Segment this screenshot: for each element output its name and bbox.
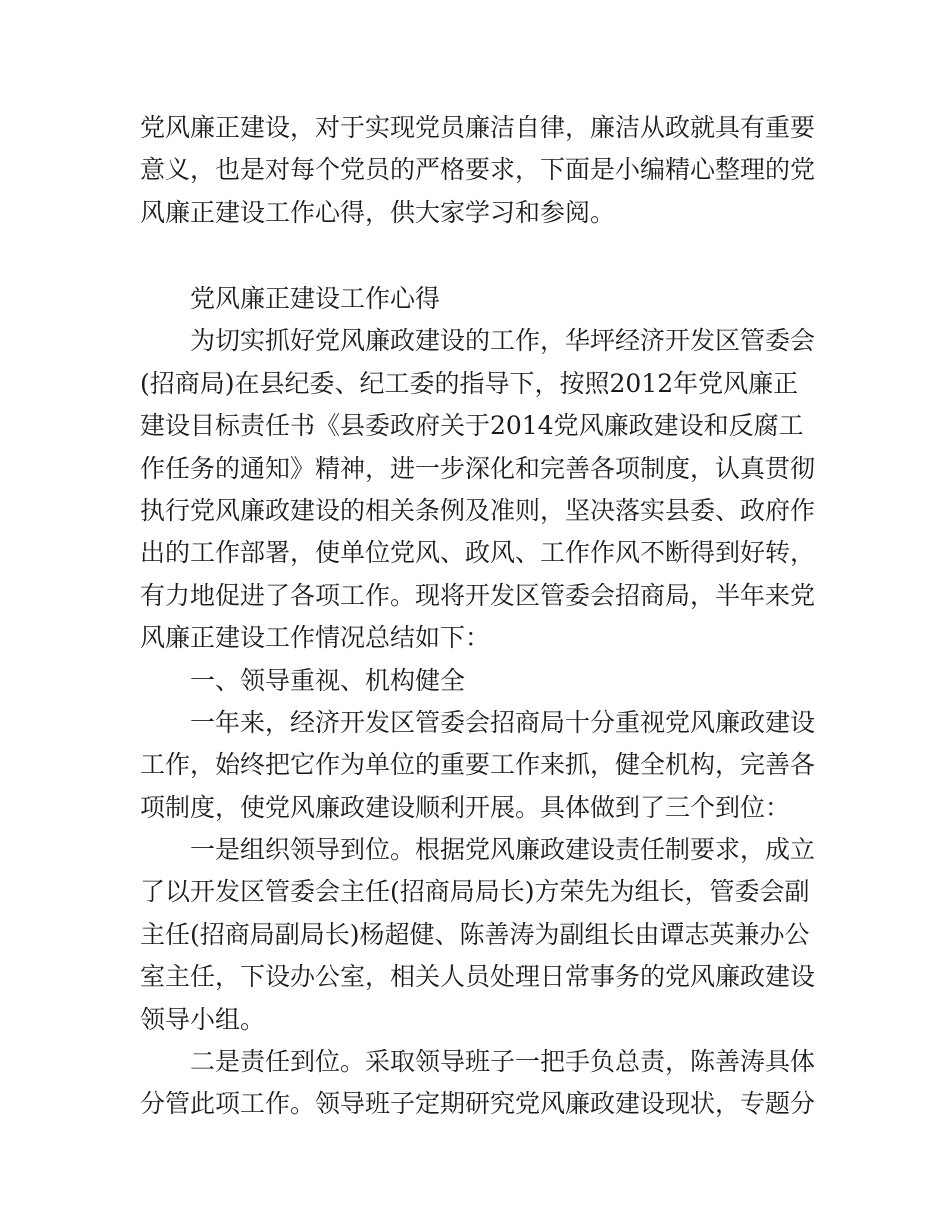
text-line: 建设目标责任书《县委政府关于2014党风廉政建设和反腐工 (140, 411, 804, 441)
text-line: 风廉正建设工作心得，供大家学习和参阅。 (140, 197, 616, 227)
body-text (140, 278, 820, 1126)
text-line: 风廉正建设工作情况总结如下： (140, 623, 491, 653)
text-line: 有力地促进了各项工作。现将开发区管委会招商局，半年来党 (140, 580, 816, 610)
text-line: 主任(招商局副局长)杨超健、陈善涛为副组长由谭志英兼办公 (140, 919, 810, 949)
text-line: 领导小组。 (140, 1004, 266, 1034)
text-line: 了以开发区管委会主任(招商局局长)方荣先为组长，管委会副 (140, 877, 810, 907)
text-line: 一是组织领导到位。根据党风廉政建设责任制要求，成立 (190, 835, 816, 865)
text-line: 工作，始终把它作为单位的重要工作来抓，健全机构，完善各 (140, 750, 816, 780)
text-line: 分管此项工作。领导班子定期研究党风廉政建设现状，专题分 (140, 1089, 816, 1119)
text-line: 执行党风廉政建设的相关条例及准则，坚决落实县委、政府作 (140, 495, 816, 525)
text-line: (招商局)在县纪委、纪工委的指导下，按照2012年党风廉正 (140, 368, 799, 398)
text-line: 出的工作部署，使单位党风、政风、工作作风不断得到好转， (140, 538, 816, 568)
section-heading: 一、领导重视、机构健全 (190, 665, 466, 695)
section-title: 党风廉正建设工作心得 (190, 284, 441, 313)
text-line: 意义，也是对每个党员的严格要求，下面是小编精心整理的党 (140, 155, 816, 185)
text-line: 作任务的通知》精神，进一步深化和完善各项制度，认真贯彻 (140, 453, 816, 483)
text-line: 二是责任到位。采取领导班子一把手负总责，陈善涛具体 (190, 1047, 816, 1077)
text-line: 室主任，下设办公室，相关人员处理日常事务的党风廉政建设 (140, 962, 816, 992)
text-line: 为切实抓好党风廉政建设的工作，华坪经济开发区管委会 (190, 326, 816, 356)
intro-paragraph (140, 107, 820, 234)
text-line: 一年来，经济开发区管委会招商局十分重视党风廉政建设 (190, 707, 816, 737)
text-line: 项制度，使党风廉政建设顺利开展。具体做到了三个到位： (140, 792, 791, 822)
text-line: 党风廉正建设，对于实现党员廉洁自律，廉洁从政就具有重要 (140, 113, 816, 142)
